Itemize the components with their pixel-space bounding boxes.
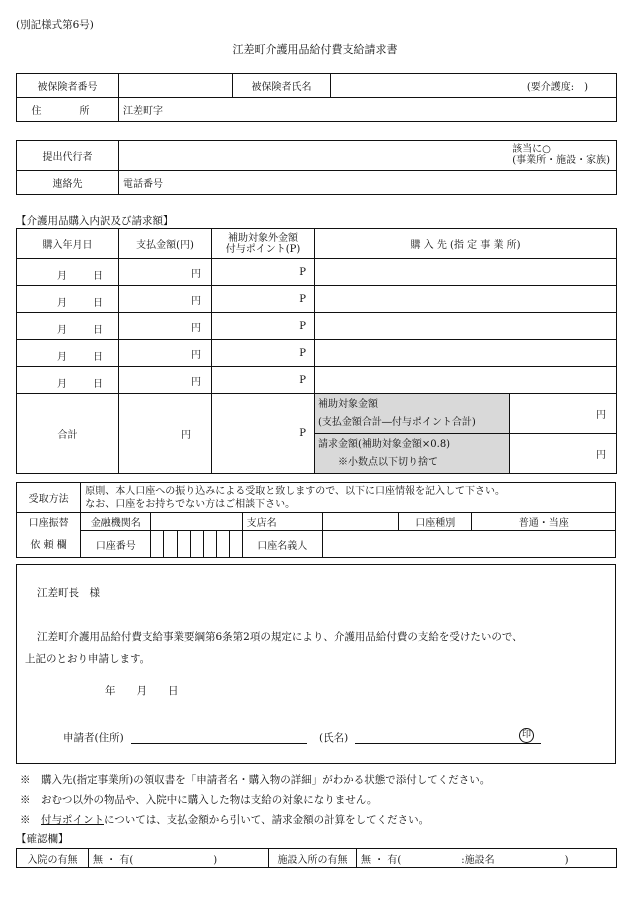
applicant-name-field[interactable] bbox=[355, 743, 541, 744]
insured-table bbox=[16, 73, 617, 122]
paid-amount-cell[interactable]: 円 bbox=[119, 313, 212, 340]
claim-amount-field[interactable]: 円 bbox=[510, 434, 617, 474]
claim-label-cell bbox=[315, 434, 510, 474]
subsidy-label: 補助対象金額 bbox=[318, 398, 378, 410]
applicant-name-label: (氏名) bbox=[319, 732, 349, 744]
insured-name-label: 被保険者氏名 bbox=[233, 74, 331, 98]
point-cell[interactable]: P bbox=[212, 340, 315, 367]
insured-number-field[interactable] bbox=[119, 74, 233, 98]
vendor-cell[interactable] bbox=[315, 367, 617, 394]
applicant-address-field[interactable] bbox=[131, 743, 307, 744]
section-heading: 【介護用品購入内訳及び請求額】 bbox=[16, 215, 174, 227]
agent-note-line1: 該当に○ bbox=[512, 144, 551, 155]
subsidy-amount-field[interactable]: 円 bbox=[510, 394, 617, 434]
paid-amount-cell[interactable]: 円 bbox=[119, 286, 212, 313]
hospital-label: 入院の有無 bbox=[17, 849, 89, 868]
table-row bbox=[17, 286, 617, 313]
table-row bbox=[17, 313, 617, 340]
day-unit: 日 bbox=[93, 352, 103, 363]
header-non-subsidy bbox=[212, 229, 315, 259]
header-vendor: 購 入 先 (指 定 事 業 所) bbox=[315, 229, 617, 259]
note-receipt: ※ 購入先(指定事業所)の領収書を「申請者名・購入物の詳細」がわかる状態で添付してください。 bbox=[20, 774, 491, 786]
vendor-cell[interactable] bbox=[315, 340, 617, 367]
point-cell[interactable]: P bbox=[212, 259, 315, 286]
addressee: 江差町長 様 bbox=[37, 587, 100, 599]
purchase-date-cell[interactable] bbox=[17, 286, 119, 313]
month-unit: 月 bbox=[57, 379, 67, 390]
note-points-prefix: ※ bbox=[20, 814, 41, 826]
transfer-label-line1: 口座振替 bbox=[28, 518, 69, 529]
seal-mark: 印 bbox=[519, 728, 534, 743]
form-label: (別記様式第6号) bbox=[16, 19, 94, 31]
address-field[interactable]: 江差町字 bbox=[119, 98, 617, 122]
total-point-cell[interactable]: P bbox=[212, 394, 315, 474]
transfer-label-line2: 依 頼 欄 bbox=[30, 540, 67, 551]
note-points-rest: については、支払金額から引いて、請求金額の計算をしてください。 bbox=[104, 814, 430, 826]
application-box bbox=[16, 564, 616, 764]
account-digit[interactable] bbox=[190, 531, 203, 558]
note-points-underlined: 付与ポイント bbox=[41, 814, 104, 826]
account-digit[interactable] bbox=[229, 531, 242, 558]
day-unit: 日 bbox=[93, 298, 103, 309]
bank-name-field[interactable] bbox=[151, 513, 242, 531]
table-row bbox=[17, 259, 617, 286]
receipt-method-text bbox=[81, 483, 616, 513]
account-holder-field[interactable] bbox=[322, 531, 615, 558]
day-unit: 日 bbox=[93, 271, 103, 282]
note-points bbox=[20, 812, 429, 827]
contact-field[interactable]: 電話番号 bbox=[119, 171, 617, 195]
point-cell[interactable]: P bbox=[212, 313, 315, 340]
point-cell[interactable]: P bbox=[212, 367, 315, 394]
header-non-subsidy-line1: 補助対象外金額 bbox=[228, 232, 298, 244]
note-exclusions: ※ おむつ以外の物品や、入院中に購入した物は支給の対象になりません。 bbox=[20, 794, 378, 806]
purchase-date-cell[interactable] bbox=[17, 313, 119, 340]
agent-table bbox=[16, 140, 617, 195]
vendor-cell[interactable] bbox=[315, 313, 617, 340]
account-type-field[interactable]: 普通・当座 bbox=[472, 513, 616, 531]
bank-name-label: 金融機関名 bbox=[81, 513, 151, 531]
claim-note: ※小数点以下切り捨て bbox=[338, 456, 438, 468]
applicant-address-label: 申請者(住所) bbox=[63, 732, 124, 744]
account-digit[interactable] bbox=[216, 531, 229, 558]
contact-label: 連絡先 bbox=[17, 171, 119, 195]
header-purchase-date: 購入年月日 bbox=[17, 229, 119, 259]
table-row bbox=[17, 340, 617, 367]
confirm-table bbox=[16, 848, 617, 868]
total-label: 合計 bbox=[17, 394, 119, 474]
total-paid-cell[interactable]: 円 bbox=[119, 394, 212, 474]
account-digit[interactable] bbox=[177, 531, 190, 558]
purchase-date-cell[interactable] bbox=[17, 367, 119, 394]
paid-amount-cell[interactable]: 円 bbox=[119, 340, 212, 367]
branch-label: 支店名 bbox=[242, 513, 322, 531]
page-title: 江差町介護用品給付費支給請求書 bbox=[232, 43, 398, 56]
account-digit[interactable] bbox=[203, 531, 216, 558]
facility-options[interactable]: 無 ・ 有( :施設名 ) bbox=[357, 849, 617, 868]
purchase-table bbox=[16, 228, 617, 474]
agent-note-line2: (事業所・施設・家族) bbox=[512, 155, 610, 166]
application-body-line2: 上記のとおり申請します。 bbox=[25, 653, 151, 665]
application-body-line1: 江差町介護用品給付費支給事業要綱第6条第2項の規定により、介護用品給付費の支給を受けたいので、 bbox=[37, 631, 523, 643]
branch-field[interactable] bbox=[322, 513, 398, 531]
account-type-label: 口座種別 bbox=[399, 513, 472, 531]
transfer-label bbox=[17, 513, 81, 558]
table-row bbox=[17, 367, 617, 394]
claim-label: 請求金額(補助対象金額×0.8) bbox=[318, 438, 451, 450]
care-level-field[interactable]: (要介護度: ) bbox=[331, 74, 617, 98]
receipt-method-line2: なお、口座をお持ちでない方はご相談下さい。 bbox=[85, 498, 296, 510]
month-unit: 月 bbox=[57, 298, 67, 309]
account-digit[interactable] bbox=[164, 531, 177, 558]
subsidy-formula: (支払金額合計―付与ポイント合計) bbox=[318, 416, 476, 428]
header-non-subsidy-line2: 付与ポイント(P) bbox=[225, 243, 301, 255]
insured-number-label: 被保険者番号 bbox=[17, 74, 119, 98]
facility-label: 施設入所の有無 bbox=[269, 849, 357, 868]
vendor-cell[interactable] bbox=[315, 286, 617, 313]
vendor-cell[interactable] bbox=[315, 259, 617, 286]
receipt-method-label: 受取方法 bbox=[17, 483, 81, 513]
paid-amount-cell[interactable]: 円 bbox=[119, 367, 212, 394]
day-unit: 日 bbox=[93, 325, 103, 336]
day-unit: 日 bbox=[93, 379, 103, 390]
address-label: 住 所 bbox=[17, 98, 119, 122]
receipt-method-line1: 原則、本人口座への振り込みによる受取と致しますので、以下に口座情報を記入して下さい。 bbox=[85, 485, 506, 497]
month-unit: 月 bbox=[57, 325, 67, 336]
agent-label: 提出代行者 bbox=[17, 141, 119, 171]
purchase-date-cell[interactable] bbox=[17, 340, 119, 367]
confirm-heading: 【確認欄】 bbox=[16, 833, 69, 845]
bank-table bbox=[16, 482, 616, 558]
account-digit[interactable] bbox=[151, 531, 164, 558]
point-cell[interactable]: P bbox=[212, 286, 315, 313]
paid-amount-cell[interactable]: 円 bbox=[119, 259, 212, 286]
account-number-label: 口座番号 bbox=[81, 531, 151, 558]
purchase-date-cell[interactable] bbox=[17, 259, 119, 286]
header-paid-amount: 支払金額(円) bbox=[119, 229, 212, 259]
month-unit: 月 bbox=[57, 271, 67, 282]
subsidy-label-cell bbox=[315, 394, 510, 434]
account-holder-label: 口座名義人 bbox=[242, 531, 322, 558]
application-date[interactable]: 年 月 日 bbox=[105, 685, 179, 697]
month-unit: 月 bbox=[57, 352, 67, 363]
agent-field[interactable] bbox=[119, 141, 617, 171]
hospital-options[interactable]: 無 ・ 有( ) bbox=[89, 849, 269, 868]
